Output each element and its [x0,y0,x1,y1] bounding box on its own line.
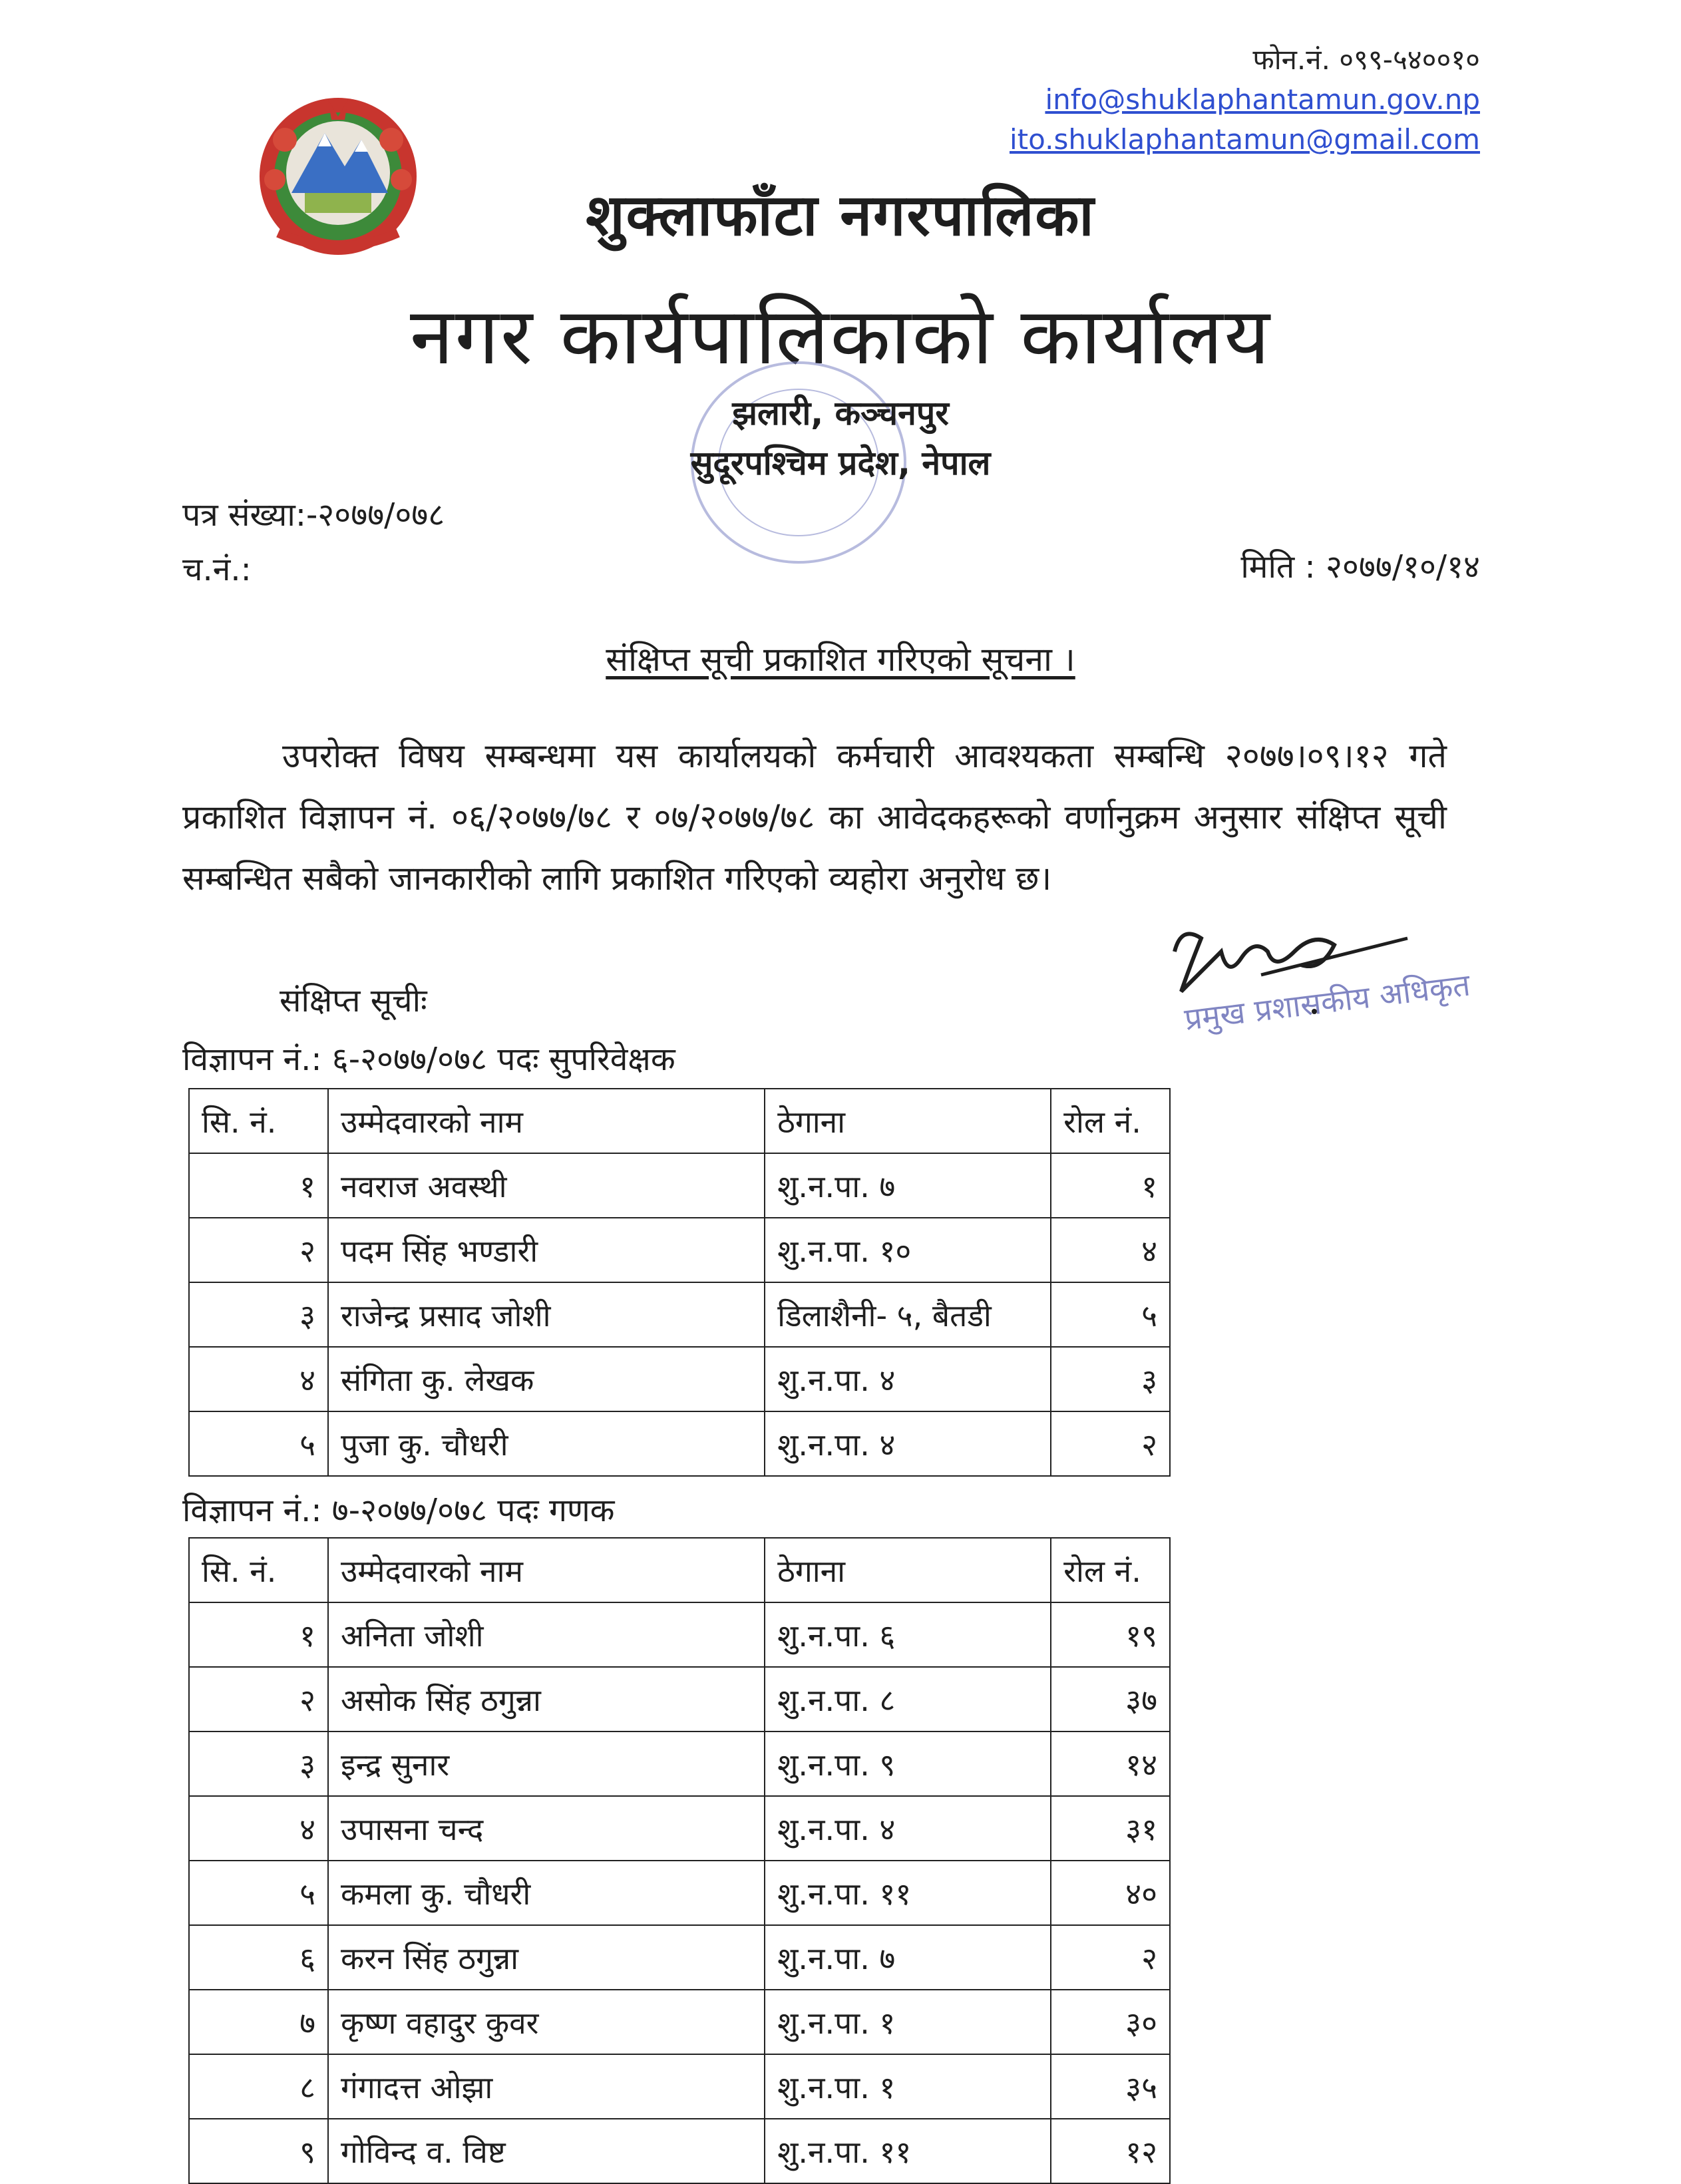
cell-sn: ५ [189,1861,328,1925]
table-row [189,1667,1170,1731]
cell-sn: ४ [189,1347,328,1411]
cell-name: पदम सिंह भण्डारी [328,1218,765,1282]
table-row [189,1218,1170,1282]
table-row [189,1861,1170,1925]
cell-address: शु.न.पा. ४ [765,1347,1051,1411]
office-name: नगर कार्यपालिकाको कार्यालय [410,290,1271,382]
cell-name: संगिता कु. लेखक [328,1347,765,1411]
cell-address: शु.न.पा. ८ [765,1667,1051,1731]
cell-address: शु.न.पा. १० [765,1218,1051,1282]
cell-sn: ७ [189,1990,328,2054]
cell-sn: २ [189,1218,328,1282]
table-row [189,1602,1170,1667]
cell-sn: ३ [189,1731,328,1796]
cell-sn: ५ [189,1411,328,1476]
cell-roll: ३ [1051,1347,1170,1411]
table-row [189,1153,1170,1218]
table-row [189,1411,1170,1476]
cell-address: शु.न.पा. ७ [765,1153,1051,1218]
address-line-2: सुदूरपश्चिम प्रदेश, नेपाल [690,444,991,482]
cell-name: गोविन्द व. विष्ट [328,2119,765,2183]
email-link-secondary[interactable]: ito.shuklaphantamun@gmail.com [1010,123,1480,156]
column-header-sn: सि. नं. [189,1538,328,1602]
cell-roll: ४० [1051,1861,1170,1925]
cell-address: शु.न.पा. ४ [765,1796,1051,1861]
cell-name: करन सिंह ठगुन्ना [328,1925,765,1990]
contact-block [1010,40,1480,160]
signatory-stamp: प्रमुख प्रशासकीय अधिकृत [1182,966,1473,1037]
table-row [189,2054,1170,2119]
table2-caption: विज्ञापन नं.: ७-२०७७/०७८ पदः गणक [182,1492,615,1529]
candidate-table-enumerator [188,1537,1171,2184]
cell-address: शु.न.पा. ७ [765,1925,1051,1990]
cell-sn: ६ [189,1925,328,1990]
cell-address: शु.न.पा. ९ [765,1731,1051,1796]
cell-name: अनिता जोशी [328,1602,765,1667]
cell-roll: ५ [1051,1282,1170,1347]
cell-roll: ३१ [1051,1796,1170,1861]
subject-text: संक्षिप्त सूची प्रकाशित गरिएको सूचना । [606,640,1075,679]
letter-date: मिति : २०७७/१०/१४ [1240,548,1480,586]
cell-address: शु.न.पा. ६ [765,1602,1051,1667]
cell-name: इन्द्र सुनार [328,1731,765,1796]
cell-address: शु.न.पा. १ [765,1990,1051,2054]
cell-roll: ३५ [1051,2054,1170,2119]
column-header-name: उम्मेदवारको नाम [328,1538,765,1602]
cell-sn: ८ [189,2054,328,2119]
table-row [189,1925,1170,1990]
cell-name: उपासना चन्द [328,1796,765,1861]
cell-name: नवराज अवस्थी [328,1153,765,1218]
cell-name: गंगादत्त ओझा [328,2054,765,2119]
column-header-address: ठेगाना [765,1538,1051,1602]
cell-address: शु.न.पा. ४ [765,1411,1051,1476]
cell-roll: ३७ [1051,1667,1170,1731]
cell-roll: २ [1051,1925,1170,1990]
cell-address: शु.न.पा. ११ [765,1861,1051,1925]
table-header-row [189,1538,1170,1602]
cell-roll: ३० [1051,1990,1170,2054]
table-row [189,1282,1170,1347]
cell-roll: ४ [1051,1218,1170,1282]
cell-sn: ४ [189,1796,328,1861]
table-row [189,1731,1170,1796]
cell-address: डिलाशैनी- ५, बैतडी [765,1282,1051,1347]
table-row [189,1796,1170,1861]
table1-caption: विज्ञापन नं.: ६-२०७७/०७८ पदः सुपरिवेक्षक [182,1041,675,1078]
column-header-name: उम्मेदवारको नाम [328,1089,765,1153]
table-header-row [189,1089,1170,1153]
reference-number: पत्र संख्या:-२०७७/०७८ [182,496,445,534]
cell-sn: २ [189,1667,328,1731]
cell-address: शु.न.पा. ११ [765,2119,1051,2183]
cell-name: असोक सिंह ठगुन्ना [328,1667,765,1731]
phone-number: फोन.नं. ०९९-५४००१० [1252,43,1480,76]
dispatch-number: च.नं.: [182,551,252,588]
table-row [189,2119,1170,2183]
cell-name: कमला कु. चौधरी [328,1861,765,1925]
cell-roll: १ [1051,1153,1170,1218]
list-heading: संक्षिप्त सूचीः [280,982,427,1019]
municipality-name: शुक्लाफाँटा नगरपालिका [586,182,1095,249]
subject-line [0,636,1681,681]
table-row [189,1990,1170,2054]
body-paragraph: उपरोक्त विषय सम्बन्धमा यस कार्यालयको कर्मचारी आवश्यकता सम्बन्धि २०७७।०९।१२ गते प्रकाशित विज्ञापन नं. ०६/२०७७/७८ र ०७/२०७७/७८ का आवेदकहरूको वर्णानुक्रम अनुसार संक्षिप्त सूची सम्बन्धित सबैको जानकारीको लागि प्रकाशित गरिएको व्यहोरा अनुरोध छ। [182,737,1447,898]
column-header-address: ठेगाना [765,1089,1051,1153]
column-header-roll: रोल नं. [1051,1538,1170,1602]
cell-sn: १ [189,1153,328,1218]
cell-roll: २ [1051,1411,1170,1476]
cell-name: कृष्ण वहादुर कुवर [328,1990,765,2054]
column-header-sn: सि. नं. [189,1089,328,1153]
cell-name: पुजा कु. चौधरी [328,1411,765,1476]
address-line-1: झलारी, कञ्चनपुर [732,394,949,433]
cell-roll: १९ [1051,1602,1170,1667]
column-header-roll: रोल नं. [1051,1089,1170,1153]
cell-roll: १२ [1051,2119,1170,2183]
cell-roll: १४ [1051,1731,1170,1796]
table-row [189,1347,1170,1411]
cell-sn: ९ [189,2119,328,2183]
cell-name: राजेन्द्र प्रसाद जोशी [328,1282,765,1347]
cell-sn: ३ [189,1282,328,1347]
candidate-table-supervisor [188,1088,1171,1477]
email-link-primary[interactable]: info@shuklaphantamun.gov.np [1045,83,1480,116]
cell-address: शु.न.पा. १ [765,2054,1051,2119]
cell-sn: १ [189,1602,328,1667]
